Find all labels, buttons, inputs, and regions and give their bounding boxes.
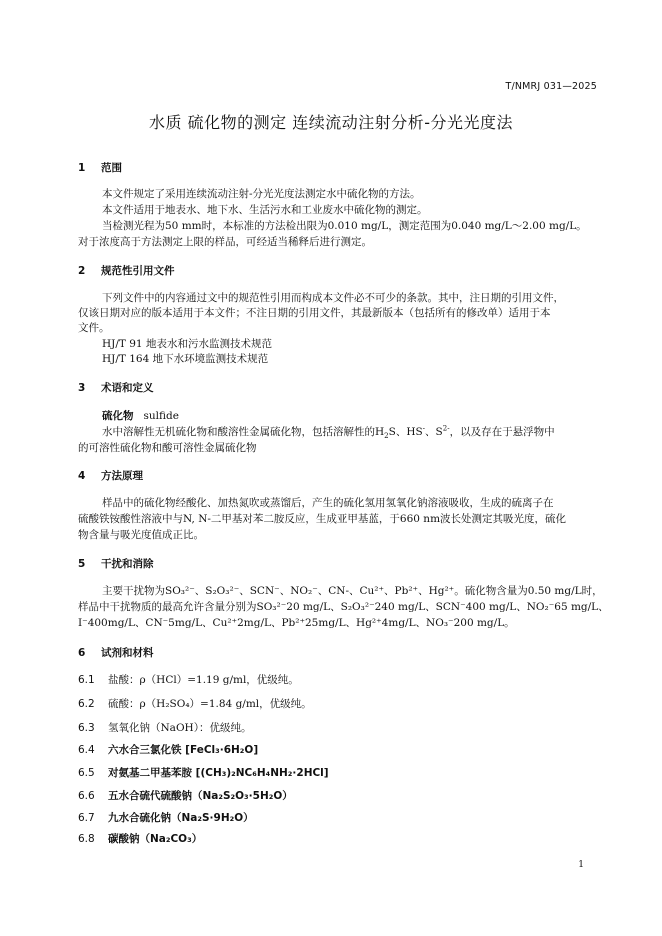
paragraph-line: 下列文件中的内容通过文中的规范性引用而构成本文件必不可少的条款。其中，注日期的引用文件， [102,292,564,304]
section-title: 方法原理 [101,470,143,482]
term-english: sulfide [143,410,179,422]
reference-item: HJ/T 164 地下水环境监测技术规范 [102,353,269,365]
section-number: 4 [78,470,86,482]
paragraph-line: 本文件适用于地表水、地下水、生活污水和工业废水中硫化物的测定。 [102,204,428,216]
section-title: 规范性引用文件 [101,265,175,277]
definition-line: 的可溶性硫化物和酸可溶性金属硫化物 [78,442,257,454]
paragraph-line: 仅该日期对应的版本适用于本文件；不注日期的引用文件，其最新版本（包括所有的修改单）适用于本 [78,307,551,319]
section-number: 1 [78,162,86,174]
term-line [78,409,620,423]
paragraph-line: 主要干扰物为SO₃²⁻、S₂O₃²⁻、SCN⁻、NO₂⁻、CN-、Cu²⁺、Pb²⁺、Hg²⁺。硫化物含量为0.50 mg/L时， [102,585,603,597]
reagent-item: 6.5 对氨基二甲基苯胺 [(CH₃)₂NC₆H₄NH₂·2HCl] [78,767,329,779]
term-name: 硫化物 [102,410,134,422]
section-heading-4 [78,468,143,483]
paragraph-line: 物含量与吸光度值成正比。 [78,529,204,541]
standard-code: T/NMRJ 031—2025 [505,81,597,92]
page-number: 1 [578,860,584,870]
section-heading-1 [78,160,122,175]
section-number: 5 [78,558,86,570]
paragraph-line: 对于浓度高于方法测定上限的样品，可经适当稀释后进行测定。 [78,236,372,248]
section-number: 3 [78,382,86,394]
section-number: 2 [78,265,86,277]
section-title: 术语和定义 [101,382,154,394]
reagent-item: 6.6 五水合硫代硫酸钠（Na₂S₂O₃·5H₂O） [78,790,293,802]
definition-line: 水中溶解性无机硫化物和酸溶性金属硫化物，包括溶解性的$H_2S$、HS-、$S^{2-}$，以及存在于悬浮物中 [102,424,555,441]
section-title: 干扰和消除 [101,558,154,570]
reagent-item: 6.3 氢氧化钠（NaOH）：优级纯。 [78,722,252,734]
section-heading-5 [78,556,154,571]
section-title: 试剂和材料 [101,647,154,659]
paragraph-line: 硫酸铁铵酸性溶液中与N, N-二甲基对苯二胺反应，生成亚甲基蓝，于660 nm波长处测定其吸光度，硫化 [78,513,567,525]
section-number: 6 [78,647,86,659]
paragraph-line: 当检测光程为50 mm时，本标准的方法检出限为0.010 mg/L，测定范围为0.040 mg/L～2.00 mg/L。 [102,220,587,232]
reagent-item: 6.7 九水合硫化钠（Na₂S·9H₂O） [78,812,254,824]
reagent-item: 6.8 碳酸钠（Na₂CO₃） [78,833,203,845]
paragraph-line: 样品中干扰物质的最高允许含量分别为SO₃²⁻20 mg/L、S₂O₃²⁻240 mg/L、SCN⁻400 mg/L、NO₂⁻65 mg/L、 [78,601,609,613]
paragraph-line: 本文件规定了采用连续流动注射-分光光度法测定水中硫化物的方法。 [102,188,421,200]
section-heading-3 [78,380,154,395]
document-title: 水质 硫化物的测定 连续流动注射分析-分光光度法 [149,113,513,132]
reagent-item: 6.4 六水合三氯化铁 [FeCl₃·6H₂O] [78,744,259,756]
reagent-item: 6.2 硫酸：ρ（H₂SO₄）=1.84 g/ml，优级纯。 [78,698,312,710]
section-title: 范围 [101,162,122,174]
section-heading-6 [78,645,154,660]
reagent-item: 6.1 盐酸：ρ（HCl）=1.19 g/ml，优级纯。 [78,674,299,686]
paragraph-line: 文件。 [78,322,110,334]
section-heading-2 [78,263,175,278]
paragraph-line: I⁻400mg/L、CN⁻5mg/L、Cu²⁺2mg/L、Pb²⁺25mg/L、Hg²⁺4mg/L、NO₃⁻200 mg/L。 [78,617,515,629]
paragraph-line: 样品中的硫化物经酸化、加热氮吹或蒸馏后，产生的硫化氢用氢氧化钠溶液吸收，生成的硫离子在 [102,497,554,509]
reference-item: HJ/T 91 地表水和污水监测技术规范 [102,338,272,350]
